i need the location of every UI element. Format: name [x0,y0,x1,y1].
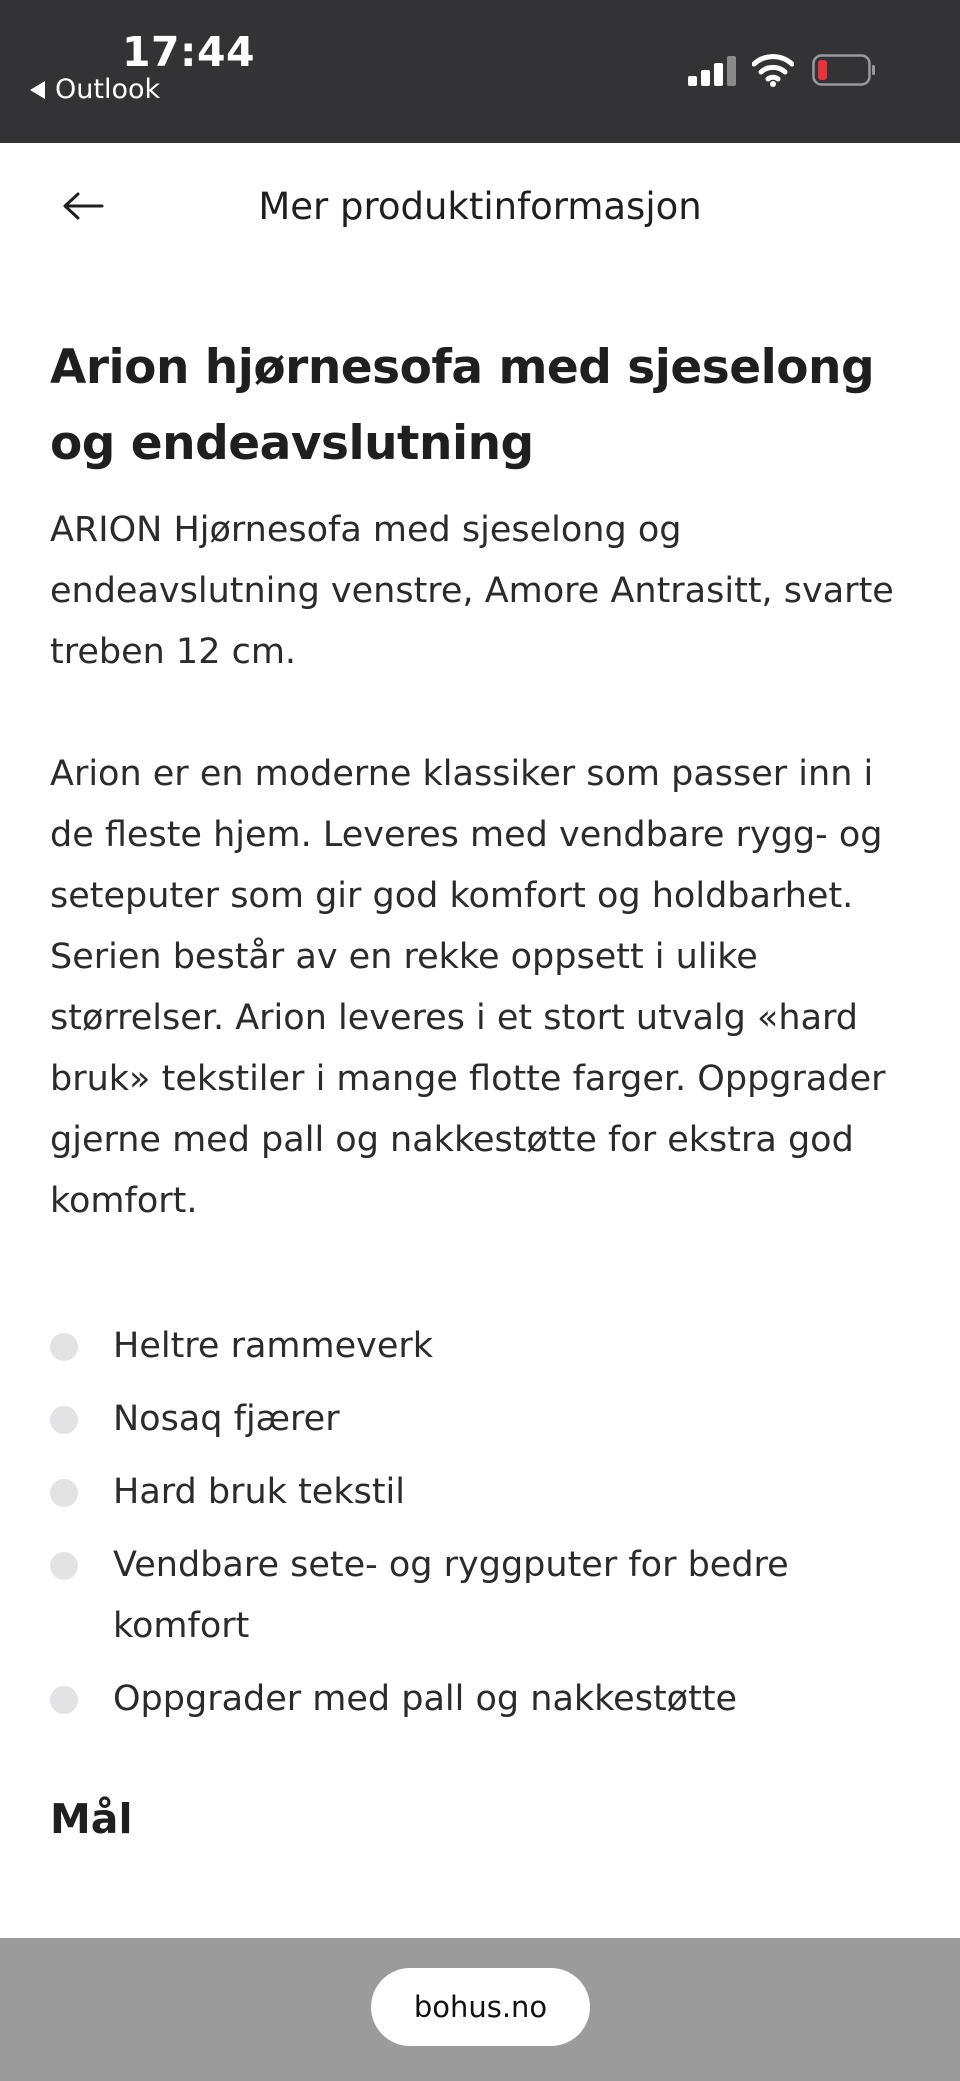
feature-text: Oppgrader med pall og nakkestøtte [113,1679,738,1719]
signal-icon [688,56,738,86]
list-item [50,1535,920,1657]
product-description: Arion er en moderne klassiker som passer inn i de fleste hjem. Leveres med vendbare rygg- og seteputer som gir god komfort og holdbarhet. Serien består av en rekke oppsett i ulike størrelser. Arion leveres i et stort utvalg «hard bruk» tekstiler i mange flotte farger. Oppgrader gjerne med pall og nakkestøtte for ekstra god komfort. [50,754,886,1221]
list-item [50,1389,920,1450]
feature-text: Hard bruk tekstil [113,1472,405,1512]
product-info [50,330,920,1843]
status-bar [0,0,960,143]
list-item [50,1669,920,1730]
list-item [50,1462,920,1523]
status-time: 17:44 [122,28,256,76]
bullet-icon [50,1552,78,1580]
page-title: Mer produktinformasjon [258,185,702,228]
url-address-pill[interactable]: bohus.no [371,1968,590,2046]
back-app-label: Outlook [55,74,161,105]
bullet-icon [50,1333,78,1361]
feature-list [50,1316,920,1730]
browser-bottom-bar [0,1938,960,2081]
product-intro: ARION Hjørnesofa med sjeselong og endeavslutning venstre, Amore Antrasitt, svarte treben 12 cm. [50,510,894,672]
bullet-icon [50,1479,78,1507]
feature-text: Nosaq fjærer [113,1399,340,1439]
feature-text: Vendbare sete- og ryggputer for bedre komfort [113,1545,789,1646]
page-header [0,143,960,283]
back-to-app-link[interactable] [30,74,160,105]
wifi-icon [752,52,794,88]
product-title: Arion hjørnesofa med sjeselong og endeavslutning [50,340,875,471]
dimensions-heading: Mål [50,1795,133,1843]
bullet-icon [50,1406,78,1434]
battery-low-icon [812,54,876,86]
back-triangle-icon [30,81,45,99]
feature-text: Heltre rammeverk [113,1326,434,1366]
list-item [50,1316,920,1377]
bullet-icon [50,1686,78,1714]
